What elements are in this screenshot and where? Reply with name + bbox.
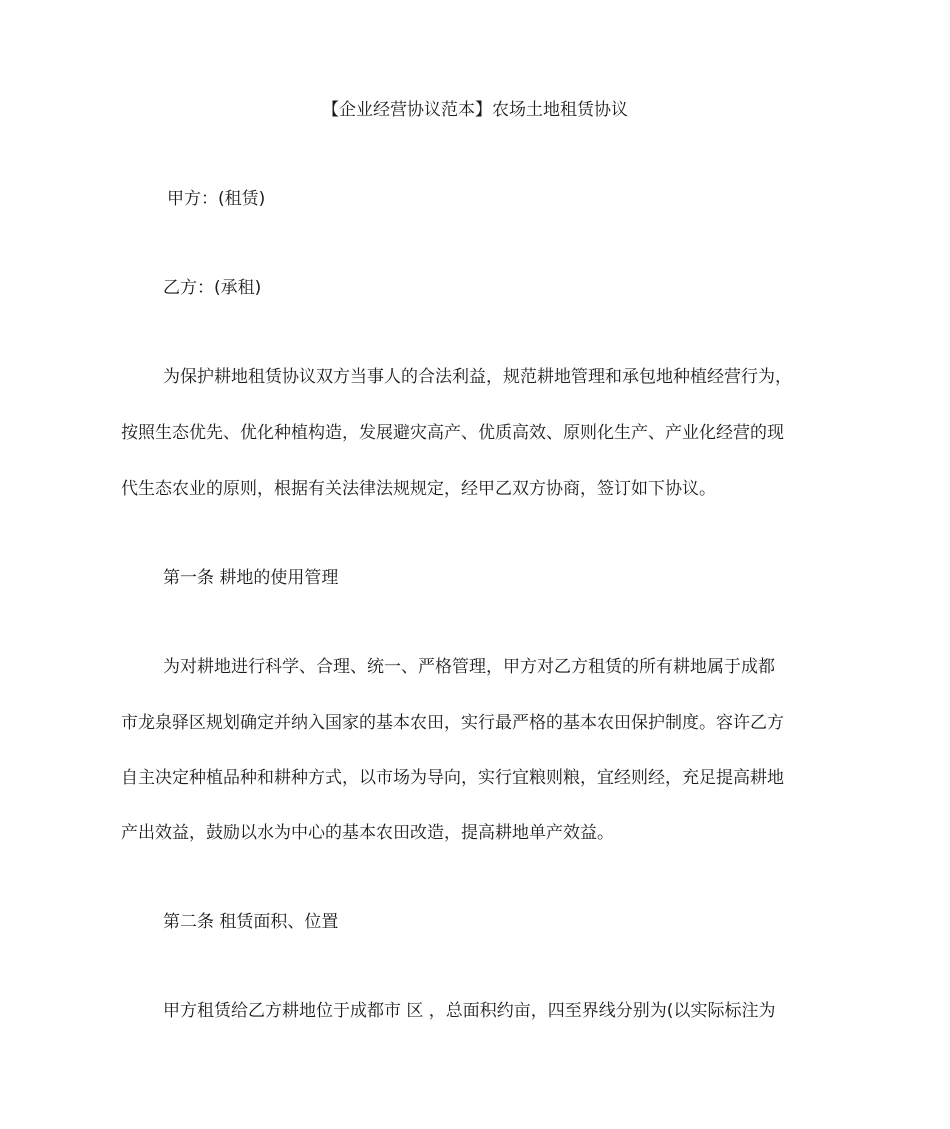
- document-title: 【企业经营协议范本】农场土地租赁协议: [322, 100, 628, 120]
- intro-paragraph-line: 为保护耕地租赁协议双方当事人的合法利益，规范耕地管理和承包地种植经营行为，: [163, 367, 792, 387]
- article-2-heading: 第二条 租赁面积、位置: [163, 912, 339, 932]
- intro-paragraph-line: 按照生态优先、优化种植构造，发展避灾高产、优质高效、原则化生产、产业化经营的现: [121, 423, 784, 443]
- party-a-line: 甲方：(租赁): [167, 189, 266, 209]
- intro-paragraph-line: 代生态农业的原则，根据有关法律法规规定，经甲乙双方协商，签订如下协议。: [121, 479, 716, 499]
- article-1-heading: 第一条 耕地的使用管理: [163, 568, 339, 588]
- article-1-paragraph-line: 自主决定种植品种和耕种方式，以市场为导向，实行宜粮则粮，宜经则经，充足提高耕地: [121, 768, 784, 788]
- article-2-paragraph-line: 甲方租赁给乙方耕地位于成都市 区 ，总面积约亩，四至界线分别为(以实际标注为: [163, 1001, 776, 1021]
- article-1-paragraph-line: 为对耕地进行科学、合理、统一、严格管理，甲方对乙方租赁的所有耕地属于成都: [163, 657, 775, 677]
- party-b-line: 乙方：(承租): [163, 278, 262, 298]
- article-1-paragraph-line: 产出效益，鼓励以水为中心的基本农田改造，提高耕地单产效益。: [121, 823, 614, 843]
- article-1-paragraph-line: 市龙泉驿区规划确定并纳入国家的基本农田，实行最严格的基本农田保护制度。容许乙方: [121, 713, 784, 733]
